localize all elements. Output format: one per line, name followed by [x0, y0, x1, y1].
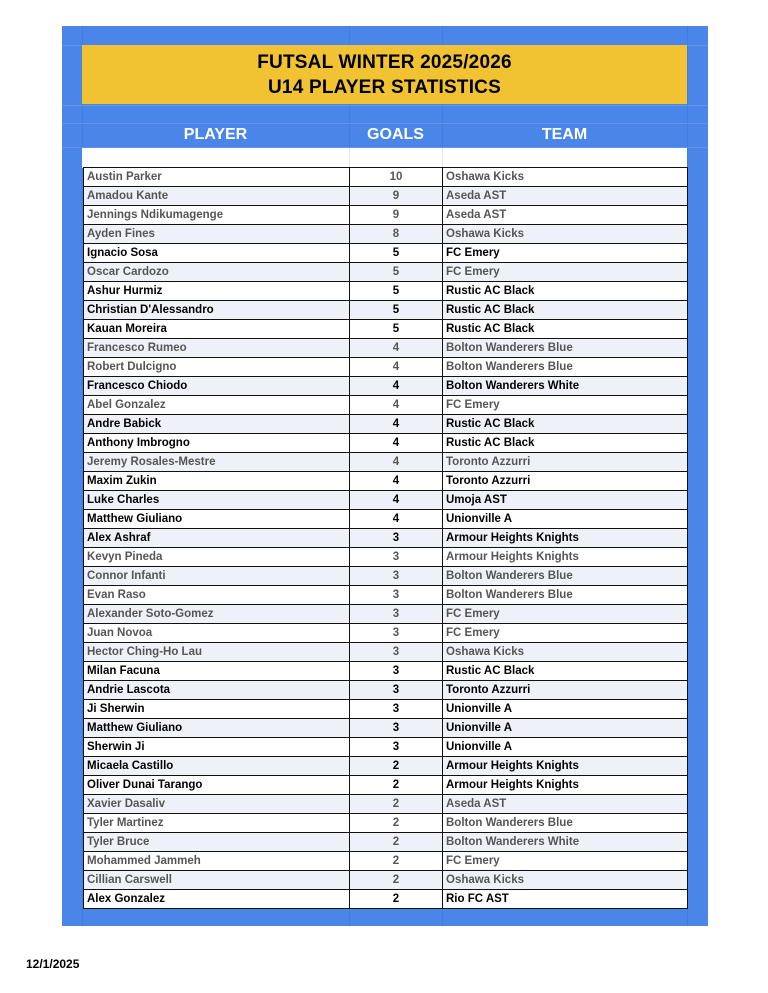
team-cell: Rustic AC Black: [443, 415, 688, 434]
table-row: [84, 548, 688, 567]
goals-cell: 5: [350, 320, 443, 339]
table-row: [84, 187, 688, 206]
team-cell: Toronto Azzurri: [443, 472, 688, 491]
goals-cell: 4: [350, 491, 443, 510]
player-cell: Connor Infanti: [84, 567, 350, 586]
team-cell: Unionville A: [443, 738, 688, 757]
player-cell: Cillian Carswell: [84, 871, 350, 890]
team-cell: Oshawa Kicks: [443, 643, 688, 662]
goals-cell: 4: [350, 339, 443, 358]
goals-cell: 5: [350, 244, 443, 263]
team-cell: Aseda AST: [443, 795, 688, 814]
player-cell: Maxim Zukin: [84, 472, 350, 491]
player-cell: Sherwin Ji: [84, 738, 350, 757]
goals-cell: 2: [350, 776, 443, 795]
player-cell: Abel Gonzalez: [84, 396, 350, 415]
goals-cell: 2: [350, 757, 443, 776]
title-line-1: FUTSAL WINTER 2025/2026: [257, 51, 512, 73]
player-stats-table: [83, 167, 688, 909]
table-row: [84, 795, 688, 814]
player-cell: Tyler Martinez: [84, 814, 350, 833]
player-cell: Jeremy Rosales-Mestre: [84, 453, 350, 472]
table-row: [84, 491, 688, 510]
table-row: [84, 662, 688, 681]
player-cell: Kevyn Pineda: [84, 548, 350, 567]
goals-cell: 9: [350, 187, 443, 206]
player-cell: Francesco Chiodo: [84, 377, 350, 396]
team-cell: FC Emery: [443, 263, 688, 282]
table-row: [84, 244, 688, 263]
player-cell: Francesco Rumeo: [84, 339, 350, 358]
player-cell: Oliver Dunai Tarango: [84, 776, 350, 795]
player-cell: Matthew Giuliano: [84, 719, 350, 738]
goals-cell: 9: [350, 206, 443, 225]
table-row: [84, 510, 688, 529]
team-cell: Unionville A: [443, 719, 688, 738]
goals-cell: 3: [350, 700, 443, 719]
player-cell: Robert Dulcigno: [84, 358, 350, 377]
column-header-team: TEAM: [541, 126, 588, 143]
table-row: [84, 415, 688, 434]
goals-cell: 10: [350, 168, 443, 187]
team-cell: Armour Heights Knights: [443, 757, 688, 776]
player-cell: Christian D'Alessandro: [84, 301, 350, 320]
team-cell: Bolton Wanderers White: [443, 377, 688, 396]
goals-cell: 3: [350, 624, 443, 643]
player-cell: Austin Parker: [84, 168, 350, 187]
goals-cell: 3: [350, 529, 443, 548]
player-cell: Anthony Imbrogno: [84, 434, 350, 453]
goals-cell: 4: [350, 510, 443, 529]
player-cell: Ashur Hurmiz: [84, 282, 350, 301]
team-cell: FC Emery: [443, 605, 688, 624]
team-cell: Armour Heights Knights: [443, 548, 688, 567]
team-cell: Rio FC AST: [443, 890, 688, 909]
team-cell: Armour Heights Knights: [443, 776, 688, 795]
team-cell: Rustic AC Black: [443, 282, 688, 301]
grid-line: [62, 123, 708, 124]
goals-cell: 2: [350, 833, 443, 852]
player-cell: Ayden Fines: [84, 225, 350, 244]
report-title: [82, 45, 687, 104]
player-cell: Kauan Moreira: [84, 320, 350, 339]
table-row: [84, 529, 688, 548]
table-row: [84, 339, 688, 358]
team-cell: Rustic AC Black: [443, 301, 688, 320]
team-cell: FC Emery: [443, 852, 688, 871]
team-cell: Bolton Wanderers Blue: [443, 567, 688, 586]
team-cell: Bolton Wanderers Blue: [443, 339, 688, 358]
table-row: [84, 700, 688, 719]
table-row: [84, 776, 688, 795]
team-cell: Unionville A: [443, 700, 688, 719]
team-cell: Oshawa Kicks: [443, 168, 688, 187]
player-cell: Jennings Ndikumagenge: [84, 206, 350, 225]
team-cell: Aseda AST: [443, 187, 688, 206]
team-cell: Oshawa Kicks: [443, 225, 688, 244]
player-cell: Alexander Soto-Gomez: [84, 605, 350, 624]
team-cell: Umoja AST: [443, 491, 688, 510]
table-row: [84, 738, 688, 757]
team-cell: Rustic AC Black: [443, 662, 688, 681]
team-cell: Armour Heights Knights: [443, 529, 688, 548]
table-row: [84, 282, 688, 301]
table-row: [84, 225, 688, 244]
team-cell: Bolton Wanderers White: [443, 833, 688, 852]
goals-cell: 2: [350, 852, 443, 871]
table-row: [84, 719, 688, 738]
table-row: [84, 833, 688, 852]
player-cell: Matthew Giuliano: [84, 510, 350, 529]
team-cell: Unionville A: [443, 510, 688, 529]
table-row: [84, 472, 688, 491]
goals-cell: 2: [350, 814, 443, 833]
spreadsheet-sheet: [62, 26, 708, 926]
player-cell: Oscar Cardozo: [84, 263, 350, 282]
player-cell: Andrie Lascota: [84, 681, 350, 700]
team-cell: Toronto Azzurri: [443, 453, 688, 472]
player-cell: Andre Babick: [84, 415, 350, 434]
goals-cell: 3: [350, 586, 443, 605]
goals-cell: 3: [350, 738, 443, 757]
table-row: [84, 396, 688, 415]
team-cell: Bolton Wanderers Blue: [443, 814, 688, 833]
table-row: [84, 206, 688, 225]
table-row: [84, 681, 688, 700]
goals-cell: 4: [350, 472, 443, 491]
table-row: [84, 586, 688, 605]
player-cell: Luke Charles: [84, 491, 350, 510]
print-date: 12/1/2025: [26, 957, 80, 971]
goals-cell: 2: [350, 871, 443, 890]
goals-cell: 5: [350, 263, 443, 282]
goals-cell: 2: [350, 890, 443, 909]
player-cell: Alex Gonzalez: [84, 890, 350, 909]
table-row: [84, 168, 688, 187]
goals-cell: 8: [350, 225, 443, 244]
goals-cell: 4: [350, 415, 443, 434]
goals-cell: 4: [350, 396, 443, 415]
table-row: [84, 567, 688, 586]
goals-cell: 3: [350, 643, 443, 662]
goals-cell: 3: [350, 662, 443, 681]
goals-cell: 5: [350, 301, 443, 320]
player-cell: Micaela Castillo: [84, 757, 350, 776]
table-row: [84, 263, 688, 282]
table-row: [84, 757, 688, 776]
goals-cell: 4: [350, 453, 443, 472]
goals-cell: 2: [350, 795, 443, 814]
player-cell: Evan Raso: [84, 586, 350, 605]
grid-line: [62, 105, 708, 106]
player-cell: Juan Novoa: [84, 624, 350, 643]
table-row: [84, 624, 688, 643]
team-cell: Toronto Azzurri: [443, 681, 688, 700]
table-row: [84, 434, 688, 453]
player-cell: Amadou Kante: [84, 187, 350, 206]
goals-cell: 5: [350, 282, 443, 301]
table-row: [84, 890, 688, 909]
player-cell: Alex Ashraf: [84, 529, 350, 548]
player-cell: Ignacio Sosa: [84, 244, 350, 263]
team-cell: Bolton Wanderers Blue: [443, 586, 688, 605]
title-line-2: U14 PLAYER STATISTICS: [268, 76, 501, 98]
player-cell: Tyler Bruce: [84, 833, 350, 852]
table-row: [84, 320, 688, 339]
player-cell: Milan Facuna: [84, 662, 350, 681]
table-row: [84, 358, 688, 377]
goals-cell: 4: [350, 358, 443, 377]
column-header-player: PLAYER: [183, 126, 248, 143]
player-cell: Xavier Dasaliv: [84, 795, 350, 814]
goals-cell: 3: [350, 681, 443, 700]
table-row: [84, 453, 688, 472]
table-row: [84, 871, 688, 890]
goals-cell: 3: [350, 567, 443, 586]
goals-cell: 3: [350, 719, 443, 738]
table-row: [84, 852, 688, 871]
player-cell: Ji Sherwin: [84, 700, 350, 719]
team-cell: Bolton Wanderers Blue: [443, 358, 688, 377]
table-row: [84, 814, 688, 833]
blank-row: [82, 148, 687, 168]
table-row: [84, 377, 688, 396]
team-cell: Oshawa Kicks: [443, 871, 688, 890]
table-row: [84, 301, 688, 320]
goals-cell: 4: [350, 377, 443, 396]
team-cell: Rustic AC Black: [443, 320, 688, 339]
table-row: [84, 643, 688, 662]
team-cell: FC Emery: [443, 244, 688, 263]
team-cell: FC Emery: [443, 624, 688, 643]
player-cell: Hector Ching-Ho Lau: [84, 643, 350, 662]
goals-cell: 3: [350, 605, 443, 624]
goals-cell: 4: [350, 434, 443, 453]
team-cell: FC Emery: [443, 396, 688, 415]
goals-cell: 3: [350, 548, 443, 567]
table-row: [84, 605, 688, 624]
team-cell: Aseda AST: [443, 206, 688, 225]
column-header-goals: GOALS: [367, 126, 424, 143]
team-cell: Rustic AC Black: [443, 434, 688, 453]
player-cell: Mohammed Jammeh: [84, 852, 350, 871]
